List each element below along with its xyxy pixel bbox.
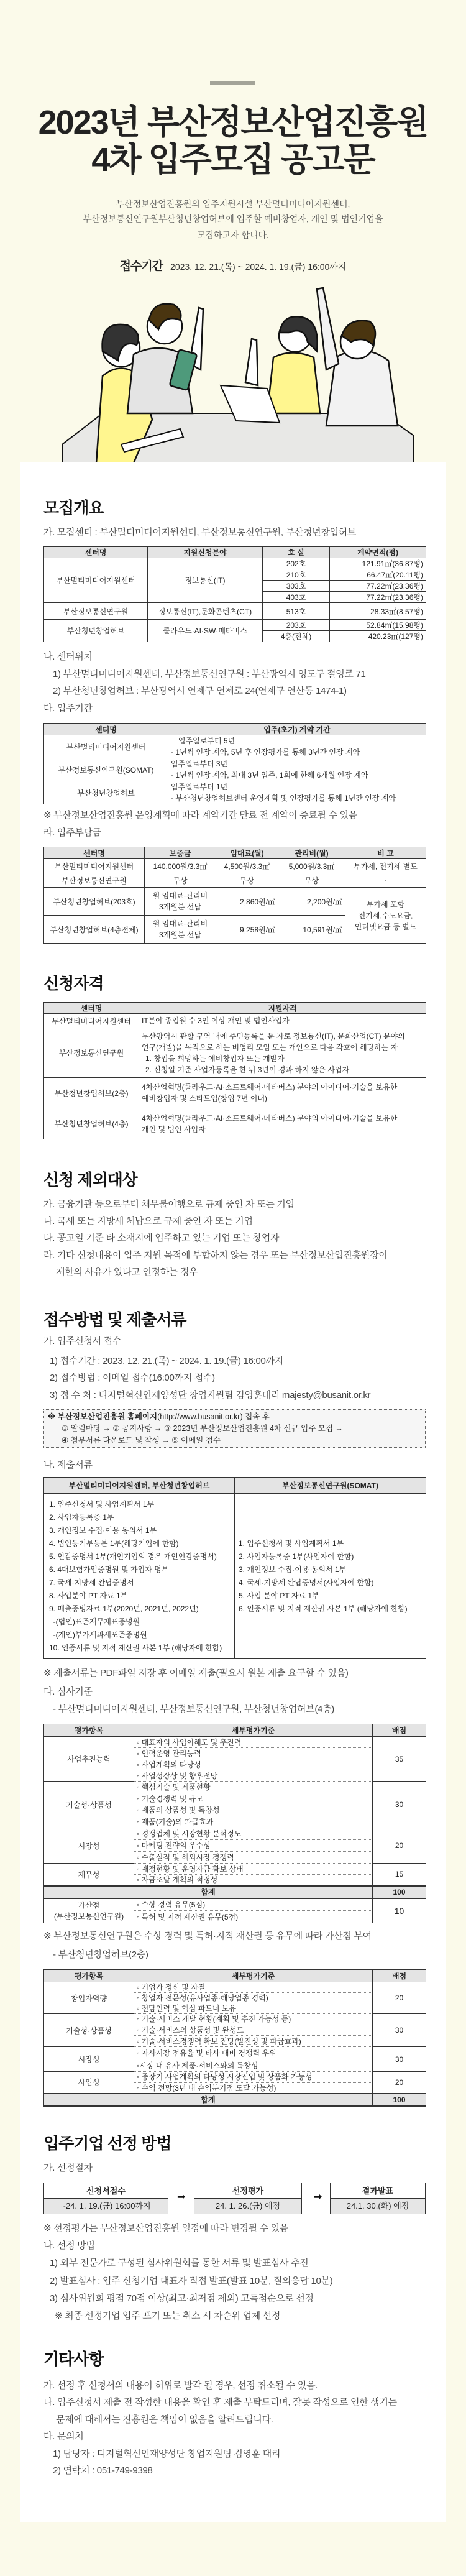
- rent: 9,258원/㎡: [216, 916, 278, 944]
- eligibility-line: 개인 및 법인 사업자: [142, 1125, 206, 1134]
- term-detail: - 부산청년창업허브센터 운영계획 및 연장평가를 통해 1년간 연장 계약: [171, 794, 396, 803]
- eligibility-text: [139, 1078, 426, 1108]
- section-title-selection: 입주기업 선정 방법: [43, 2134, 171, 2153]
- room: 203호: [263, 620, 330, 631]
- col-header: 계약면적(평): [330, 547, 426, 558]
- eval-score: 20: [373, 2072, 426, 2094]
- rent: 4,500원/3.3㎡: [216, 859, 278, 873]
- center-name: 부산청년창업허브(4층): [44, 1108, 139, 1139]
- eligibility-line: 2. 신청일 기준 사업자등록을 한 뒤 3년이 경과 하지 않은 사업자: [145, 1065, 350, 1074]
- period-label: 접수기간: [119, 260, 163, 273]
- col-header: 세부평가기준: [134, 1970, 373, 1982]
- eval-score: 30: [373, 1782, 426, 1828]
- term: 입주일로부터 1년: [171, 783, 228, 791]
- eval-criterion: ◦ 경쟁업체 및 시장현황 분석정도: [134, 1828, 373, 1840]
- center-field: 정보통신(IT),문화콘텐츠(CT): [148, 603, 263, 620]
- note-line: 인터넷요금 등 별도: [354, 922, 417, 931]
- document-item: 5. 인감증명서 1부(개인기업의 경우 개인인감증명서): [49, 1552, 217, 1561]
- section-title-eligibility: 신청자격: [43, 974, 104, 993]
- col-header: 지원신청분야: [148, 547, 263, 558]
- step-title: 결과발표: [331, 2183, 425, 2199]
- receipt-item: [50, 1389, 370, 1402]
- center-name: 부산정보통신연구원: [44, 1028, 139, 1078]
- section-title-application: 접수방법 및 제출서류: [43, 1310, 186, 1329]
- eval-criterion: ◦ 기술·서비스 개발 현황(계획 및 추진 가능성 등): [134, 2014, 373, 2025]
- fee-note: -: [345, 873, 426, 888]
- document-item: 9. 매출증빙자료 1부(2020년, 2021년, 2022년): [49, 1604, 199, 1613]
- eval-item: 사업추진능력: [44, 1737, 134, 1782]
- eval-criterion: ◦ 마케팅 전략의 우수성: [134, 1840, 373, 1852]
- area: 121.91㎡(36.87평): [330, 558, 426, 569]
- center-name: 부산멀티미디어지원센터: [44, 558, 148, 603]
- total-score: 100: [373, 2094, 426, 2106]
- col-header: 센터명: [44, 1003, 139, 1014]
- col-header: 호 실: [263, 547, 330, 558]
- col-header: 세부평가기준: [134, 1724, 373, 1737]
- center-field: 정보통신(IT): [148, 558, 263, 603]
- receipt-item-text: 3) 접 수 처 : 디지털혁신인재양성단 창업지원팀 김영훈대리: [50, 1390, 282, 1401]
- deposit: [145, 888, 216, 916]
- eval-item: 시장성: [44, 1828, 134, 1864]
- eligibility-line: 4차산업혁명(클라우드·AI·소프트웨어·메타버스) 분야의 아이디어·기술을 보유한: [142, 1083, 398, 1092]
- document-item: 8. 사업분야 PT 자료 1부: [49, 1591, 128, 1600]
- col-header: 부산멀티미디어지원센터, 부산청년창업허브: [44, 1478, 235, 1494]
- eligibility-text: [139, 1108, 426, 1139]
- step-date: ~24. 1. 19.(금) 16:00까지: [44, 2199, 168, 2214]
- eligibility-line: 4차산업혁명(클라우드·AI·소프트웨어·메타버스) 분야의 아이디어·기술을 보유한: [142, 1113, 398, 1123]
- col-header: 부산정보통신연구원(SOMAT): [235, 1478, 426, 1494]
- other-item: 나. 입주신청서 제출 전 작성한 내용을 확인 후 제출 부탁드리며, 잘못 작성으로 인한 생기는: [43, 2397, 397, 2408]
- exclusion-item: 다. 공고일 기준 타 소재지에 입주하고 있는 기업 또는 창업자: [43, 1233, 280, 1243]
- criteria-subtitle: - 부산멀티미디어지원센터, 부산정보통신연구원, 부산청년창업허브(4층): [53, 1704, 334, 1714]
- documents-list-left: [44, 1494, 235, 1659]
- document-item: 3. 개인정보 수집·이용 동의서 1부: [49, 1525, 157, 1535]
- document-item: 4. 국세·지방세 완납증명서(사업자에 한함): [239, 1578, 374, 1587]
- room: 303호: [263, 581, 330, 592]
- room: 403호: [263, 592, 330, 603]
- page-title-line1: 2023년 부산정보산업진흥원: [38, 104, 428, 141]
- term-detail: - 1년씩 연장 계약, 5년 후 연장평가를 통해 3년간 연장 계약: [171, 748, 360, 757]
- eval-criterion: ◦ 대표자의 사업이해도 및 추진력: [134, 1737, 373, 1748]
- other-item: 가. 선정 후 신청서의 내용이 허위로 발각 될 경우, 선정 취소될 수 있음.: [43, 2380, 318, 2391]
- rent: 2,860원/㎡: [216, 888, 278, 916]
- section-title-exclusions: 신청 제외대상: [43, 1171, 137, 1189]
- total-label: 합계: [44, 1886, 373, 1898]
- intro-line: 부산정보통신연구원부산청년창업허브에 입주할 예비창업자, 개인 및 법인기업을: [83, 214, 383, 224]
- period-table: [43, 723, 426, 804]
- rent: 무상: [216, 873, 278, 888]
- document-item: 3. 개인정보 수집·이용 동의서 1부: [239, 1565, 347, 1574]
- eval-criterion: ◦ 사업성장상 및 향후전망: [134, 1770, 373, 1782]
- person-center-left: [127, 304, 203, 413]
- center-name: 부산청년창업허브(203호): [44, 888, 145, 916]
- application-period: [0, 259, 466, 275]
- term: 입주일로부터 5년: [178, 737, 235, 745]
- eval-score: 15: [373, 1864, 426, 1886]
- room: 210호: [263, 569, 330, 581]
- meeting-illustration: [59, 283, 416, 463]
- location-label: 나. 센터위치: [43, 651, 93, 662]
- document-item: 10. 인증서류 및 지적 재산권 사본 1부 (해당자에 한함): [49, 1643, 222, 1652]
- eval-score: 30: [373, 2047, 426, 2072]
- eval-item: 기술성·상품성: [44, 2014, 134, 2047]
- document-item: 1. 입주신청서 및 사업계획서 1부: [239, 1539, 344, 1548]
- bonus-criterion: ◦ 수상 경력 유무(5점): [134, 1898, 373, 1911]
- bonus-score: 10: [373, 1898, 426, 1923]
- homepage-link[interactable]: (http://www.busanit.or.kr): [157, 1412, 243, 1421]
- note-line: 부가세 포함: [366, 899, 405, 909]
- col-header: 입주(초기) 계약 기간: [168, 724, 426, 735]
- contract-term: [168, 781, 426, 804]
- period-label: 다. 입주기간: [43, 703, 93, 714]
- document-item: 6. 4대보험가입증명원 및 가입자 명부: [49, 1565, 169, 1574]
- fee-table: [43, 847, 426, 944]
- eval-criterion: ◦ 자금조달 계획의 적정성: [134, 1875, 373, 1886]
- document-item: 6. 인증서류 및 지적 재산권 사본 1부 (해당자에 한함): [239, 1604, 408, 1613]
- eval-criterion: ◦ 중장기 사업계획의 타당성 시장진입 및 상품화 가능성: [134, 2072, 373, 2083]
- eval-criterion: ◦ 핵심기술 및 제품현황: [134, 1782, 373, 1793]
- col-header: 지원자격: [139, 1003, 426, 1014]
- eligibility-line: 예비창업자 및 스타트업(창업 7년 이내): [142, 1094, 267, 1103]
- document-item: 2. 사업자등록증 1부: [49, 1512, 114, 1522]
- page-title-line2: 4차 입주모집 공고문: [91, 141, 375, 178]
- receipt-label: 가. 입주신청서 접수: [43, 1336, 122, 1346]
- mgmt-fee: 5,000원/3.3㎡: [278, 859, 345, 873]
- eval-criterion: ◦ 사업계획의 타당성: [134, 1759, 373, 1770]
- centers-table: [43, 546, 426, 642]
- contact-person: 1) 담당자 : 디지털혁신인재양성단 창업지원팀 김영훈 대리: [53, 2449, 281, 2459]
- method-item: 2) 발표심사 : 입주 신청기업 대표자 직접 발표(발표 10분, 질의응답 10분): [50, 2276, 333, 2286]
- evaluation-table-1: [43, 1724, 426, 1923]
- guide-bold: ※ 부산정보산업진흥원 홈페이지: [48, 1412, 158, 1421]
- center-name: 부산청년창업허브(2층): [44, 1078, 139, 1108]
- center-name: 부산정보통신연구원: [44, 873, 145, 888]
- deposit-line: 3개월분 선납: [159, 931, 201, 939]
- eval-criterion: ◦ 자사시장 점유율 및 타사 대비 경쟁력 우위: [134, 2047, 373, 2059]
- location-item: 2) 부산청년창업허브 : 부산광역시 연제구 연제로 24(연제구 연산동 1474-1): [53, 686, 347, 696]
- eligibility-text: [139, 1014, 426, 1028]
- contract-term: [168, 758, 426, 781]
- docs-label: 나. 제출서류: [43, 1460, 93, 1470]
- fee-label: 라. 입주부담금: [43, 827, 101, 838]
- method-item: 3) 심사위원회 평점 70점 이상(최고·최저점 제외) 고득점순으로 선정: [50, 2293, 314, 2304]
- location-item: 1) 부산멀티미디어지원센터, 부산정보통신연구원 : 부산광역시 영도구 절영로 71: [53, 669, 366, 679]
- other-item-continued: 문제에 대해서는 진흥원은 책임이 없음을 알려드립니다.: [56, 2414, 273, 2425]
- title-accent-bar: [210, 81, 255, 85]
- method-note: ※ 최종 선정기업 입주 포기 또는 취소 시 차순위 업체 선정: [55, 2311, 281, 2321]
- room: 4층(전체): [263, 631, 330, 642]
- deposit: [145, 916, 216, 944]
- bonus-item-name: 가산점: [78, 1900, 100, 1910]
- area: 77.22㎡(23.36평): [330, 592, 426, 603]
- bonus-item-scope: (부산정보통신연구원): [53, 1911, 124, 1921]
- period-value: 2023. 12. 21.(목) ~ 2024. 1. 19.(금) 16:00까지: [170, 262, 347, 272]
- homepage-guide-box: [43, 1409, 426, 1448]
- eval-criterion: ◦ 제품의 상품성 및 독창성: [134, 1805, 373, 1816]
- deposit: 140,000원/3.3㎡: [145, 859, 216, 873]
- center-name: 부산멀티미디어지원센터: [44, 1014, 139, 1028]
- step-announcement: [330, 2183, 426, 2214]
- receipt-item: 1) 접수기간 : 2023. 12. 21.(목) ~ 2024. 1. 19.(금) 16:00까지: [50, 1356, 283, 1366]
- mgmt-fee: 2,200원/㎡: [278, 888, 345, 916]
- step-date: 24. 1. 26.(금) 예정: [194, 2199, 301, 2214]
- eval-criterion: ◦ 수익 전망(3년 내 순익분기점 도달 가능성): [134, 2082, 373, 2094]
- area: 66.47㎡(20.11평): [330, 569, 426, 581]
- receipt-item: 2) 접수방법 : 이메일 접수(16:00까지 접수): [50, 1373, 215, 1383]
- deposit-line: 월 임대료·관리비: [152, 919, 208, 928]
- arrow-right-icon: ➡: [177, 2192, 186, 2202]
- document-item: 2. 사업자등록증 1부(사업자에 한함): [239, 1552, 354, 1561]
- eval-criterion: ◦ 기업가 정신 및 자질: [134, 1982, 373, 1993]
- eval-criterion: ◦ 창업자 전문성(유사업종·해당업종 경력): [134, 1993, 373, 2003]
- guide-steps: ④ 첨부서류 다운로드 및 작성 → ⑤ 이메일 접수: [62, 1436, 221, 1445]
- document-item: -(법인)표준재무재표증명원: [49, 1617, 140, 1626]
- contact-label: 다. 문의처: [43, 2431, 84, 2442]
- col-header: 임대료(월): [216, 847, 278, 859]
- center-name: 부산청년창업허브: [44, 781, 168, 804]
- mgmt-fee: 10,591원/㎡: [278, 916, 345, 944]
- area: 77.22㎡(23.36평): [330, 581, 426, 592]
- eligibility-table: [43, 1002, 426, 1139]
- centers-label: 가. 모집센터 : 부산멀티미디어지원센터, 부산정보통신연구원, 부산청년창업허브: [43, 527, 357, 538]
- eval-criterion: ◦ 인력운영 관리능력: [134, 1748, 373, 1759]
- eligibility-line: 부산광역시 관할 구역 내에 주민등록을 둔 자로 정보통신(IT), 문화산업(CT) 분야의: [142, 1031, 405, 1041]
- col-header: 센터명: [44, 547, 148, 558]
- exclusion-item: 가. 금융기관 등으로부터 채무불이행으로 규제 중인 자 또는 기업: [43, 1199, 295, 1210]
- center-field: 클라우드·AI·SW·메타버스: [148, 620, 263, 642]
- deposit-line: 3개월분 선납: [159, 903, 201, 911]
- bonus-criterion: ◦ 특허 및 지적 재산권 유무(5점): [134, 1911, 373, 1923]
- process-label: 가. 선정절차: [43, 2163, 93, 2173]
- room: 202호: [263, 558, 330, 569]
- col-header: 평가항목: [44, 1724, 134, 1737]
- eligibility-line: 연구(개발)을 목적으로 하는 비영리 모임 또는 개인으로 다음 각호에 해당하는 자: [142, 1042, 398, 1052]
- period-note: ※ 부산정보산업진흥원 운영계획에 따라 계약기간 만료 전 계약이 종료될 수 있음: [43, 810, 358, 821]
- document-item: 1. 입주신청서 및 사업계획서 1부: [49, 1499, 155, 1509]
- col-header: 배점: [373, 1724, 426, 1737]
- eval-criterion: ◦ 재정현황 및 운영자금 확보 상태: [134, 1864, 373, 1875]
- contract-term: [168, 735, 426, 758]
- step-evaluation: [194, 2183, 302, 2214]
- exclusion-item: 나. 국세 또는 지방세 체납으로 규제 중인 자 또는 기업: [43, 1216, 253, 1226]
- area: 28.33㎡(8.57평): [330, 603, 426, 620]
- deposit-line: 월 임대료·관리비: [152, 891, 208, 900]
- area: 420.23㎡(127평): [330, 631, 426, 642]
- center-name: 부산멀티미디어지원센터: [44, 859, 145, 873]
- intro-line: 부산정보산업진흥원의 입주지원시설 부산멀티미디어지원센터,: [116, 199, 350, 209]
- deposit: 무상: [145, 873, 216, 888]
- eval-item: 창업자역량: [44, 1982, 134, 2014]
- eval-criterion: ◦ 제품(기술)의 파급효과: [134, 1816, 373, 1828]
- step-date: 24.1. 30.(화) 예정: [331, 2199, 425, 2214]
- col-header: 배점: [373, 1970, 426, 1982]
- document-item: 7. 국세·지방세 완납증명서: [49, 1578, 134, 1587]
- center-name: 부산정보통신연구원: [44, 603, 148, 620]
- col-header: 센터명: [44, 847, 145, 859]
- document-item: 4. 법인등기부등본 1부(해당기업에 한함): [49, 1539, 179, 1548]
- email-link[interactable]: majesty@busanit.or.kr: [281, 1390, 371, 1401]
- col-header: 보증금: [145, 847, 216, 859]
- center-name: 부산정보통신연구원(SOMAT): [44, 758, 168, 781]
- eval-item: 사업성: [44, 2072, 134, 2094]
- guide-steps: ① 알림마당 → ② 공지사항 → ③ 2023년 부산정보산업진흥원 4차 신규 입주 모집 →: [62, 1424, 343, 1433]
- col-header: 평가항목: [44, 1970, 134, 1982]
- eval-criterion: ◦ 수출실적 및 해외시장 경쟁력: [134, 1852, 373, 1864]
- fee-note: [345, 888, 426, 944]
- arrow-right-icon: ➡: [314, 2192, 322, 2202]
- criteria-label: 다. 심사기준: [43, 1686, 93, 1697]
- col-header: 비 고: [345, 847, 426, 859]
- eval-item: 시장성: [44, 2047, 134, 2072]
- step-title: 선정평가: [194, 2183, 301, 2199]
- col-header: 센터명: [44, 724, 168, 735]
- eval-item: 기술성·상품성: [44, 1782, 134, 1828]
- fee-note: 부가세, 전기세 별도: [345, 859, 426, 873]
- eval-criterion: ◦ 기술·서비스경쟁력 확보 전망(발전성 및 파급효과): [134, 2036, 373, 2047]
- total-score: 100: [373, 1886, 426, 1898]
- eval-criterion: ◦ 전담인력 및 핵심 파트너 보유: [134, 2003, 373, 2014]
- documents-list-right: [235, 1494, 426, 1659]
- exclusion-item-continued: 제한의 사유가 있다고 인정하는 경우: [56, 1267, 198, 1277]
- term-detail: - 1년씩 연장 계약, 최대 3년 입주, 1회에 한해 6개월 연장 계약: [171, 771, 368, 780]
- documents-table: [43, 1477, 426, 1659]
- eval-score: 30: [373, 2014, 426, 2047]
- section-title-overview: 모집개요: [43, 499, 104, 517]
- guide-text: 접속 후: [242, 1412, 270, 1421]
- eval-score: 20: [373, 1828, 426, 1864]
- mgmt-fee: 무상: [278, 873, 345, 888]
- section-title-other: 기타사항: [43, 2350, 104, 2368]
- center-name: 부산청년창업허브(4층전체): [44, 916, 145, 944]
- step-title: 신청서접수: [44, 2183, 168, 2199]
- note-line: 전기세,수도요금,: [358, 911, 413, 920]
- eval-criterion: ◦ 기술·서비스의 상품성 및 완성도: [134, 2025, 373, 2036]
- step-application: [43, 2183, 168, 2214]
- eligibility-text: [139, 1028, 426, 1078]
- eval-note: ※ 부산정보통신연구원은 수상 경력 및 특허·지적 재산권 등 유무에 따라 가산점 부여: [43, 1931, 372, 1941]
- eval-criterion: ◦시장 내 유사 제품·서비스와의 독창성: [134, 2059, 373, 2072]
- eval-item: 재무성: [44, 1864, 134, 1886]
- criteria-subtitle: - 부산청년창업허브(2층): [53, 1949, 148, 1960]
- docs-note: ※ 제출서류는 PDF파일 저장 후 이메일 제출(필요시 원본 제출 요구할 수 있음): [43, 1668, 349, 1678]
- document-item: 5. 사업 분야 PT 자료 1부: [239, 1591, 319, 1600]
- col-header: 관리비(월): [278, 847, 345, 859]
- area: 52.84㎡(15.98평): [330, 620, 426, 631]
- person-right: [317, 288, 398, 426]
- document-item: -(개인)부가세과세포준증명원: [49, 1630, 147, 1639]
- eligibility-line: IT분야 종업원 수 3인 이상 개인 및 법인사업자: [142, 1016, 290, 1025]
- evaluation-table-2: [43, 1969, 426, 2107]
- eval-score: 20: [373, 1982, 426, 2014]
- process-note: ※ 선정평가는 부산정보산업진흥원 일정에 따라 변경될 수 있음: [43, 2223, 289, 2233]
- eval-criterion: ◦ 기술경쟁력 및 규모: [134, 1793, 373, 1805]
- eval-score: 35: [373, 1737, 426, 1782]
- method-label: 나. 선정 방법: [43, 2240, 95, 2251]
- contact-phone: 2) 연락처 : 051-749-9398: [53, 2465, 153, 2476]
- intro-line: 모집하고자 합니다.: [197, 230, 269, 240]
- bonus-item: [44, 1898, 134, 1923]
- center-name: 부산청년창업허브: [44, 620, 148, 642]
- eligibility-line: 1. 창업을 희망하는 예비창업자 또는 개발자: [145, 1054, 285, 1063]
- exclusion-item: 라. 기타 신청내용이 입주 지원 목적에 부합하지 않는 경우 또는 부산정보산업진흥원장이: [43, 1250, 388, 1261]
- total-label: 합계: [44, 2094, 373, 2106]
- method-item: 1) 외부 전문가로 구성된 심사위원회를 통한 서류 및 발표심사 추진: [50, 2258, 309, 2268]
- room: 513호: [263, 603, 330, 620]
- center-name: 부산멀티미디어지원센터: [44, 735, 168, 758]
- term: 입주일로부터 3년: [171, 760, 228, 768]
